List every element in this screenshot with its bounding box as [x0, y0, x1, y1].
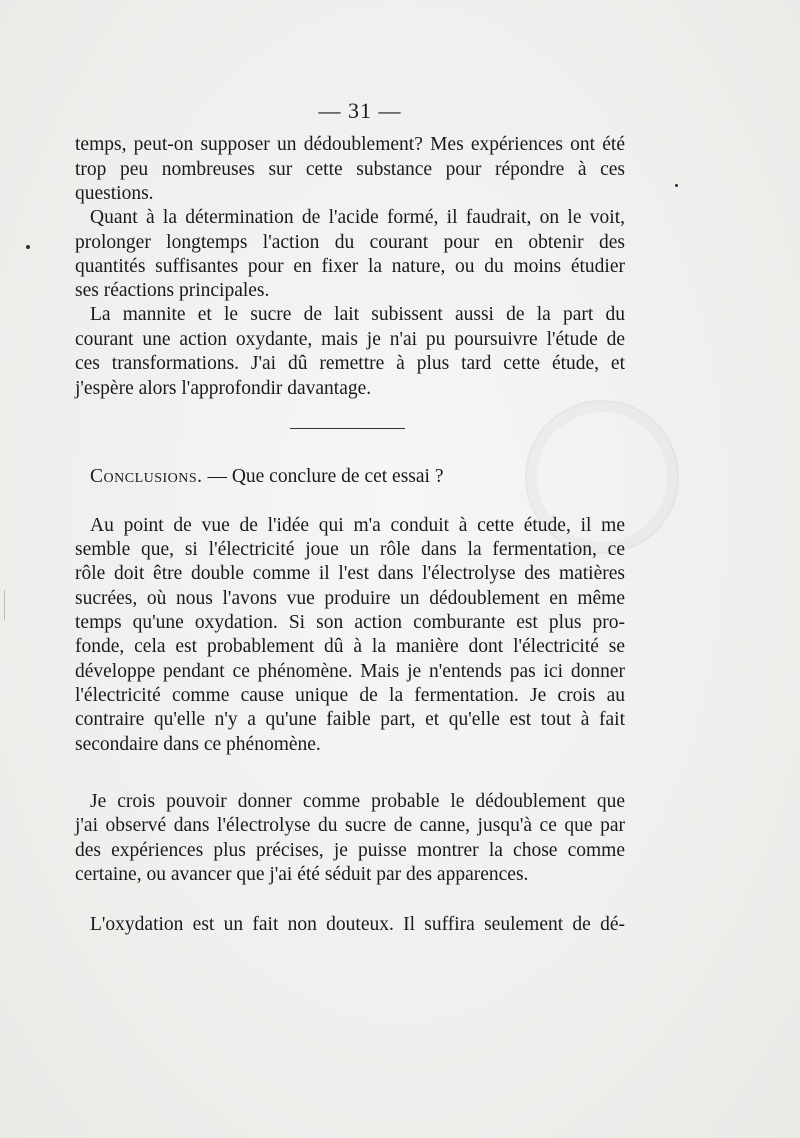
- text-line: courant une action oxydante, mais je n'ai pu poursuivre l'étude de: [75, 329, 625, 350]
- text-line: trop peu nombreuses sur cette substance pour répondre à ces: [75, 159, 625, 180]
- text-line: secondaire dans ce phénomène.: [75, 734, 321, 755]
- ink-speck: [675, 184, 678, 187]
- conclusions-question: — Que conclure de cet essai ?: [202, 466, 444, 487]
- section-divider: [290, 428, 405, 429]
- text-line: contraire qu'elle n'y a qu'une faible part, et qu'elle est tout à fait: [75, 709, 625, 730]
- text-line: j'ai observé dans l'électrolyse du sucre de canne, jusqu'à ce que par: [75, 815, 625, 836]
- text-line: j'espère alors l'approfondir davantage.: [75, 378, 372, 399]
- text-line: Quant à la détermination de l'acide formé, il faudrait, on le voit,: [90, 207, 625, 228]
- text-line: Au point de vue de l'idée qui m'a conduit à cette étude, il me: [90, 515, 625, 536]
- text-line: certaine, ou avancer que j'ai été séduit par des apparences.: [75, 864, 529, 885]
- text-line: ses réactions principales.: [75, 280, 270, 301]
- text-line: l'électricité comme cause unique de la fermentation. Je crois au: [75, 685, 625, 706]
- text-line: L'oxydation est un fait non douteux. Il suffira seulement de dé-: [90, 914, 625, 935]
- page-number: — 31 —: [318, 98, 402, 123]
- paper-edge-mark: [4, 590, 5, 620]
- text-line: temps qu'une oxydation. Si son action comburante est plus pro-: [75, 612, 625, 633]
- conclusions-heading: Conclusions.: [90, 466, 203, 487]
- text-line: Je crois pouvoir donner comme probable le dédoublement que: [90, 791, 625, 812]
- text-line: temps, peut-on supposer un dédoublement? Mes expériences ont été: [75, 134, 625, 155]
- conclusions-line: [90, 465, 625, 489]
- text-line: quantités suffisantes pour en fixer la nature, ou du moins étudier: [75, 256, 625, 277]
- text-line: rôle doit être double comme il l'est dans l'électrolyse des matières: [75, 563, 625, 584]
- ink-speck: [26, 245, 30, 249]
- text-line: La mannite et le sucre de lait subissent aussi de la part du: [90, 304, 625, 325]
- text-line: questions.: [75, 183, 154, 204]
- text-line: sucrées, où nous l'avons vue produire un dédoublement en même: [75, 588, 625, 609]
- text-line: des expériences plus précises, je puisse montrer la chose comme: [75, 840, 625, 861]
- text-line: ces transformations. J'ai dû remettre à plus tard cette étude, et: [75, 353, 625, 374]
- text-line: fonde, cela est probablement dû à la manière dont l'électricité se: [75, 636, 625, 657]
- text-line: prolonger longtemps l'action du courant pour en obtenir des: [75, 232, 625, 253]
- text-line: semble que, si l'électricité joue un rôle dans la fermentation, ce: [75, 539, 625, 560]
- text-line: développe pendant ce phénomène. Mais je n'entends pas ici donner: [75, 661, 625, 682]
